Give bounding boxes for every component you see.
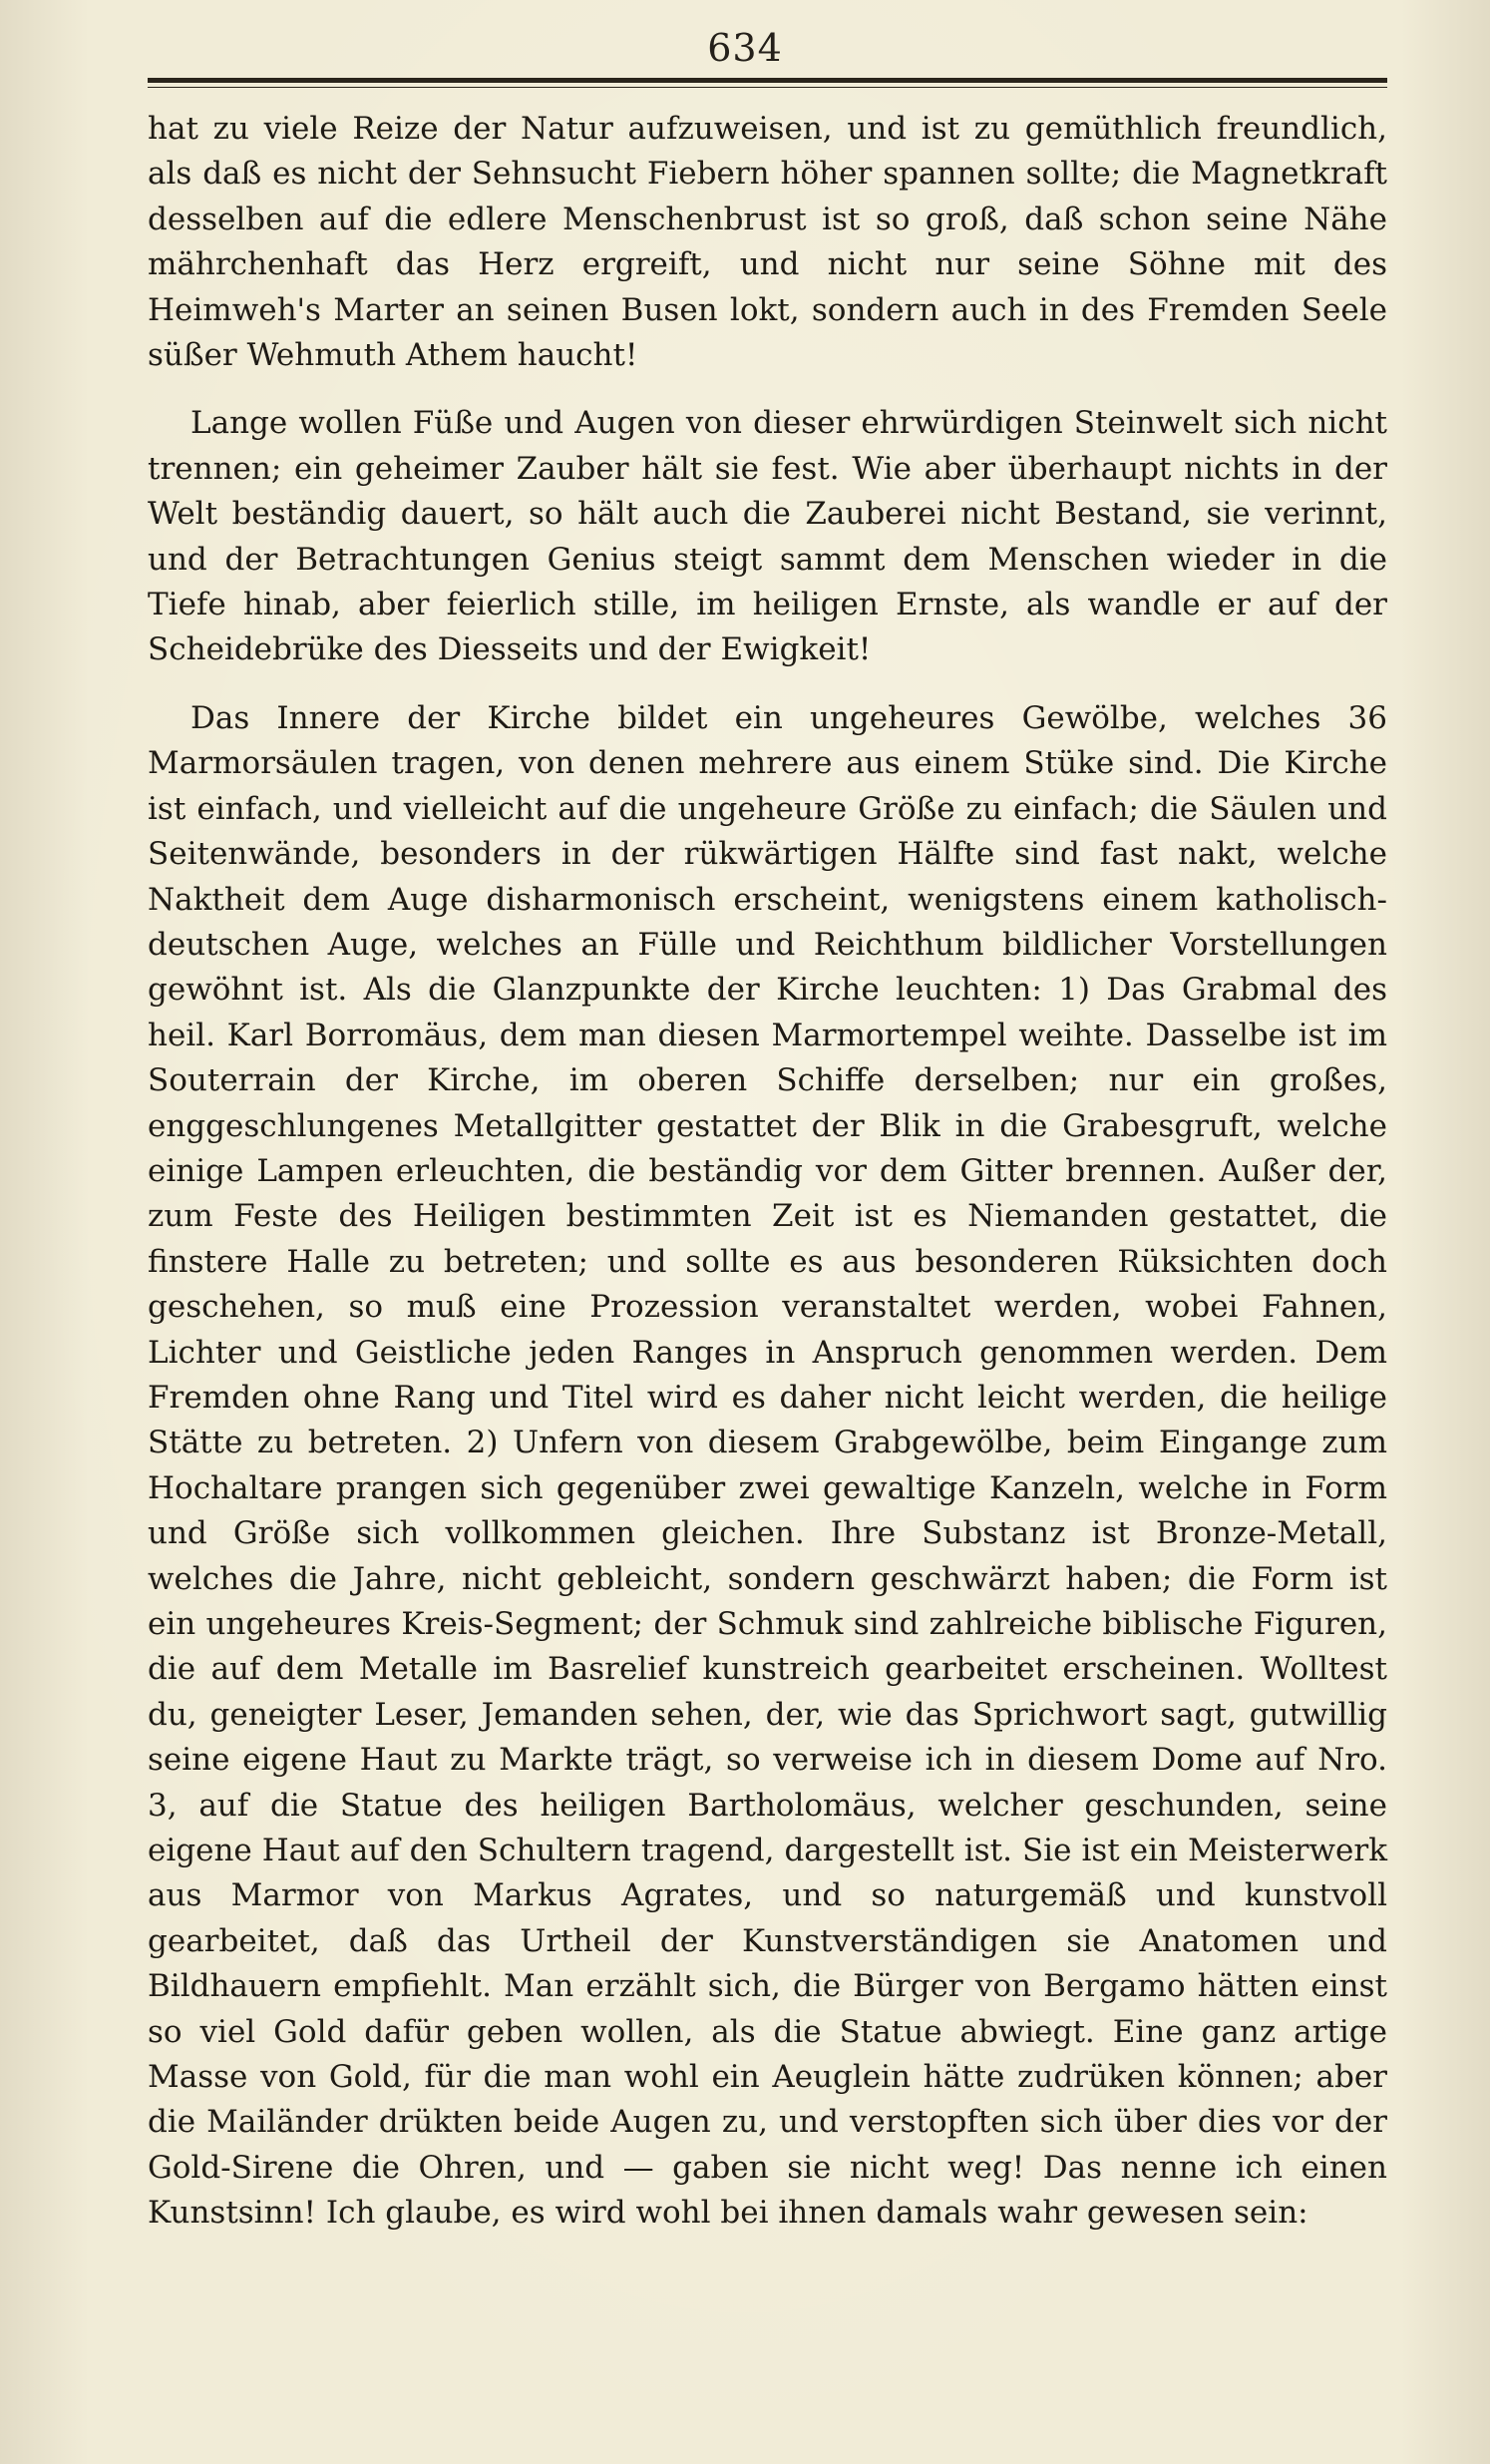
page-number: 634 <box>707 26 783 70</box>
body-text <box>148 107 1387 2259</box>
paragraph-3: Das Innere der Kirche bildet ein ungeheures Gewölbe, welches 36 Marmorsäulen tragen, von denen mehrere aus einem Stüke sind. Die Kirche ist einfach, und vielleicht auf die ungeheure Größe zu einfach; die Säulen und Seitenwände, besonders in der rükwärtigen Hälfte sind fast nakt, welche Naktheit dem Auge disharmonisch erscheint, wenigstens einem katholisch-deutschen Auge, welches an Fülle und Reichthum bildlicher Vorstellungen gewöhnt ist. Als die Glanzpunkte der Kirche leuchten: 1) Das Grabmal des heil. Karl Borromäus, dem man diesen Marmortempel weihte. Dasselbe ist im Souterrain der Kirche, im oberen Schiffe derselben; nur ein großes, enggeschlungenes Metallgitter gestattet der Blik in die Grabesgruft, welche einige Lampen erleuchten, die beständig vor dem Gitter brennen. Außer der, zum Feste des Heiligen bestimmten Zeit ist es Niemanden gestattet, die finstere Halle zu betreten; und sollte es aus besonderen Rüksichten doch geschehen, so muß eine Prozession veranstaltet werden, wobei Fahnen, Lichter und Geistliche jeden Ranges in Anspruch genommen werden. Dem Fremden ohne Rang und Titel wird es daher nicht leicht werden, die heilige Stätte zu betreten. 2) Unfern von diesem Grabgewölbe, beim Eingange zum Hochaltare prangen sich gegenüber zwei gewaltige Kanzeln, welche in Form und Größe sich vollkommen gleichen. Ihre Substanz ist Bronze-Metall, welches die Jahre, nicht gebleicht, sondern geschwärzt haben; die Form ist ein ungeheures Kreis-Segment; der Schmuk sind zahlreiche biblische Figuren, die auf dem Metalle im Basrelief kunstreich gearbeitet erscheinen. Wolltest du, geneigter Leser, Jemanden sehen, der, wie das Sprichwort sagt, gutwillig seine eigene Haut zu Markte trägt, so verweise ich in diesem Dome auf Nro. 3, auf die Statue des heiligen Bartholomäus, welcher geschunden, seine eigene Haut auf den Schultern tragend, dargestellt ist. Sie ist ein Meisterwerk aus Marmor von Markus Agrates, und so naturgemäß und kunstvoll gearbeitet, daß das Urtheil der Kunstverständigen sie Anatomen und Bildhauern empfiehlt. Man erzählt sich, die Bürger von Bergamo hätten einst so viel Gold dafür geben wollen, als die Statue abwiegt. Eine ganz artige Masse von Gold, für die man wohl ein Aeuglein hätte zudrüken können; aber die Mailänder drükten beide Augen zu, und verstopften sich über dies vor der Gold-Sirene die Ohren, und — gaben sie nicht weg! Das nenne ich einen Kunstsinn! Ich glaube, es wird wohl bei ihnen damals wahr gewesen sein: <box>148 699 1387 2232</box>
header-rule <box>148 78 1387 83</box>
paragraph-2: Lange wollen Füße und Augen von dieser ehrwürdigen Steinwelt sich nicht trennen; ein geheimer Zauber hält sie fest. Wie aber überhaupt nichts in der Welt beständig dauert, so hält auch die Zauberei nicht Bestand, sie verinnt, und der Betrachtungen Genius steigt sammt dem Menschen wieder in die Tiefe hinab, aber feierlich stille, im heiligen Ernste, als wandle er auf der Scheidebrüke des Diesseits und der Ewigkeit! <box>148 405 1387 668</box>
paragraph-1: hat zu viele Reize der Natur aufzuweisen, und ist zu gemüthlich freundlich, als daß es nicht der Sehnsucht Fiebern höher spannen sollte; die Magnetkraft desselben auf die edlere Menschenbrust ist so groß, daß schon seine Nähe mährchenhaft das Herz ergreift, und nicht nur seine Söhne mit des Heimweh's Marter an seinen Busen lokt, sondern auch in des Fremden Seele süßer Wehmuth Athem haucht! <box>148 111 1387 374</box>
